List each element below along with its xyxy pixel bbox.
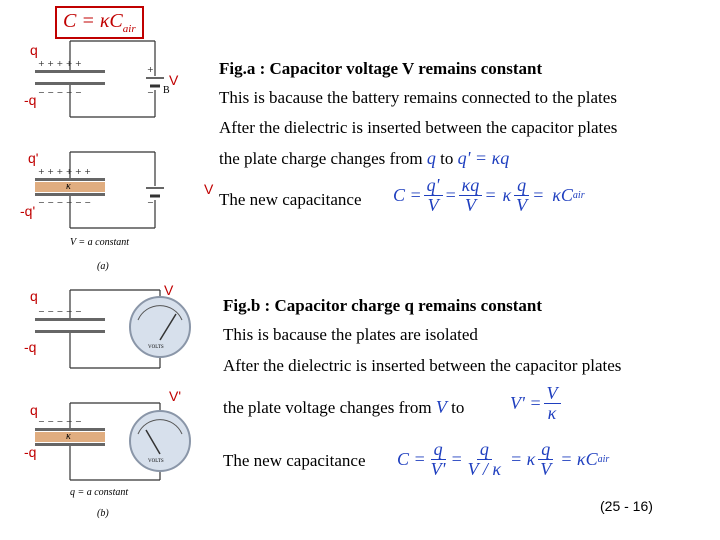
circuit-a1	[70, 41, 155, 117]
fig-a-qprime-eq: q' = κq	[457, 148, 510, 168]
svg-text:+: +	[147, 65, 154, 74]
fig-b-line4: The new capacitance	[223, 451, 366, 470]
label-minus-q-b2: -q	[24, 444, 37, 460]
fig-b-line2: After the dielectric is inserted between the capacitor plates	[223, 356, 622, 375]
label-minus-q-prime-a2: -q'	[20, 203, 36, 219]
capacitor-bottom-plate	[35, 82, 105, 85]
page-number: (25 - 16)	[600, 498, 653, 514]
svg-text:+ + + + +: + + + + +	[38, 59, 82, 68]
caption-b: (b)	[97, 508, 109, 519]
label-minus-q-b1: -q	[24, 339, 37, 355]
caption-V-constant: V = a constant	[70, 237, 130, 248]
fig-b-vprime-equation: V' = $\frac{V}{\kappa}$	[510, 384, 563, 423]
label-V-a1: V	[169, 72, 179, 88]
voltmeter-label-2: VOLTS	[148, 459, 164, 464]
svg-text:+ + + + + +: + + + + + +	[38, 167, 91, 176]
label-q-prime-a2: q'	[28, 150, 39, 166]
label-minus-q-a1: -q	[24, 92, 37, 108]
caption-q-constant: q = a constant	[70, 487, 129, 498]
fig-a-line4: The new capacitance	[219, 190, 362, 209]
fig-a-capacitance-equation: C = $\frac{q'}{V}$ = $\frac{\kappa q}{V}$ = κ $\frac{q}{V}$ = κC air	[393, 175, 585, 215]
svg-text:−: −	[147, 88, 154, 97]
formula-subscript: air	[122, 23, 136, 35]
fig-b-capacitance-equation: C = $\frac{q}{V'}$ = $\frac{q}{V / \kappa}$ = κ $\frac{q}{V}$ = κC air	[397, 439, 610, 479]
svg-text:− − − − −: − − − − −	[38, 417, 82, 426]
svg-text:− − − − − −: − − − − − −	[38, 198, 91, 207]
voltmeter-label-1: VOLTS	[148, 345, 164, 350]
label-q-b2: q	[30, 402, 38, 418]
fig-a-q: q	[426, 148, 436, 168]
label-q-a1: q	[30, 42, 38, 58]
fig-b-V: V	[435, 397, 447, 417]
fig-a-line1: This is bacause the battery remains connected to the plates	[219, 88, 617, 107]
battery-label: B	[163, 85, 170, 96]
dielectric-kappa-a: κ	[66, 181, 71, 192]
capacitor-top-plate	[35, 70, 105, 73]
label-V-prime-b2: V'	[169, 388, 182, 404]
capacitance-formula-box	[55, 6, 144, 39]
svg-text:−: −	[147, 198, 154, 207]
label-q-b1: q	[30, 288, 38, 304]
fig-a-heading: Fig.a : Capacitor voltage V remains constant	[219, 59, 543, 78]
dielectric-kappa-b: κ	[66, 431, 71, 442]
label-V-a2: V	[204, 181, 214, 197]
fig-a-line3: the plate charge changes from q to q' = κq	[219, 148, 510, 168]
svg-text:− − − − −: − − − − −	[38, 307, 82, 316]
caption-a: (a)	[97, 261, 109, 272]
fig-a-line2: After the dielectric is inserted between the capacitor plates	[219, 118, 618, 137]
fig-b-line1: This is bacause the plates are isolated	[223, 325, 478, 344]
svg-text:− − − − −: − − − − −	[38, 88, 82, 97]
fig-b-heading: Fig.b : Capacitor charge q remains constant	[223, 296, 543, 315]
label-V-b1: V	[164, 282, 174, 298]
formula-text: C = κC	[63, 10, 123, 32]
fig-b-line3: the plate voltage changes from V to	[223, 397, 465, 417]
